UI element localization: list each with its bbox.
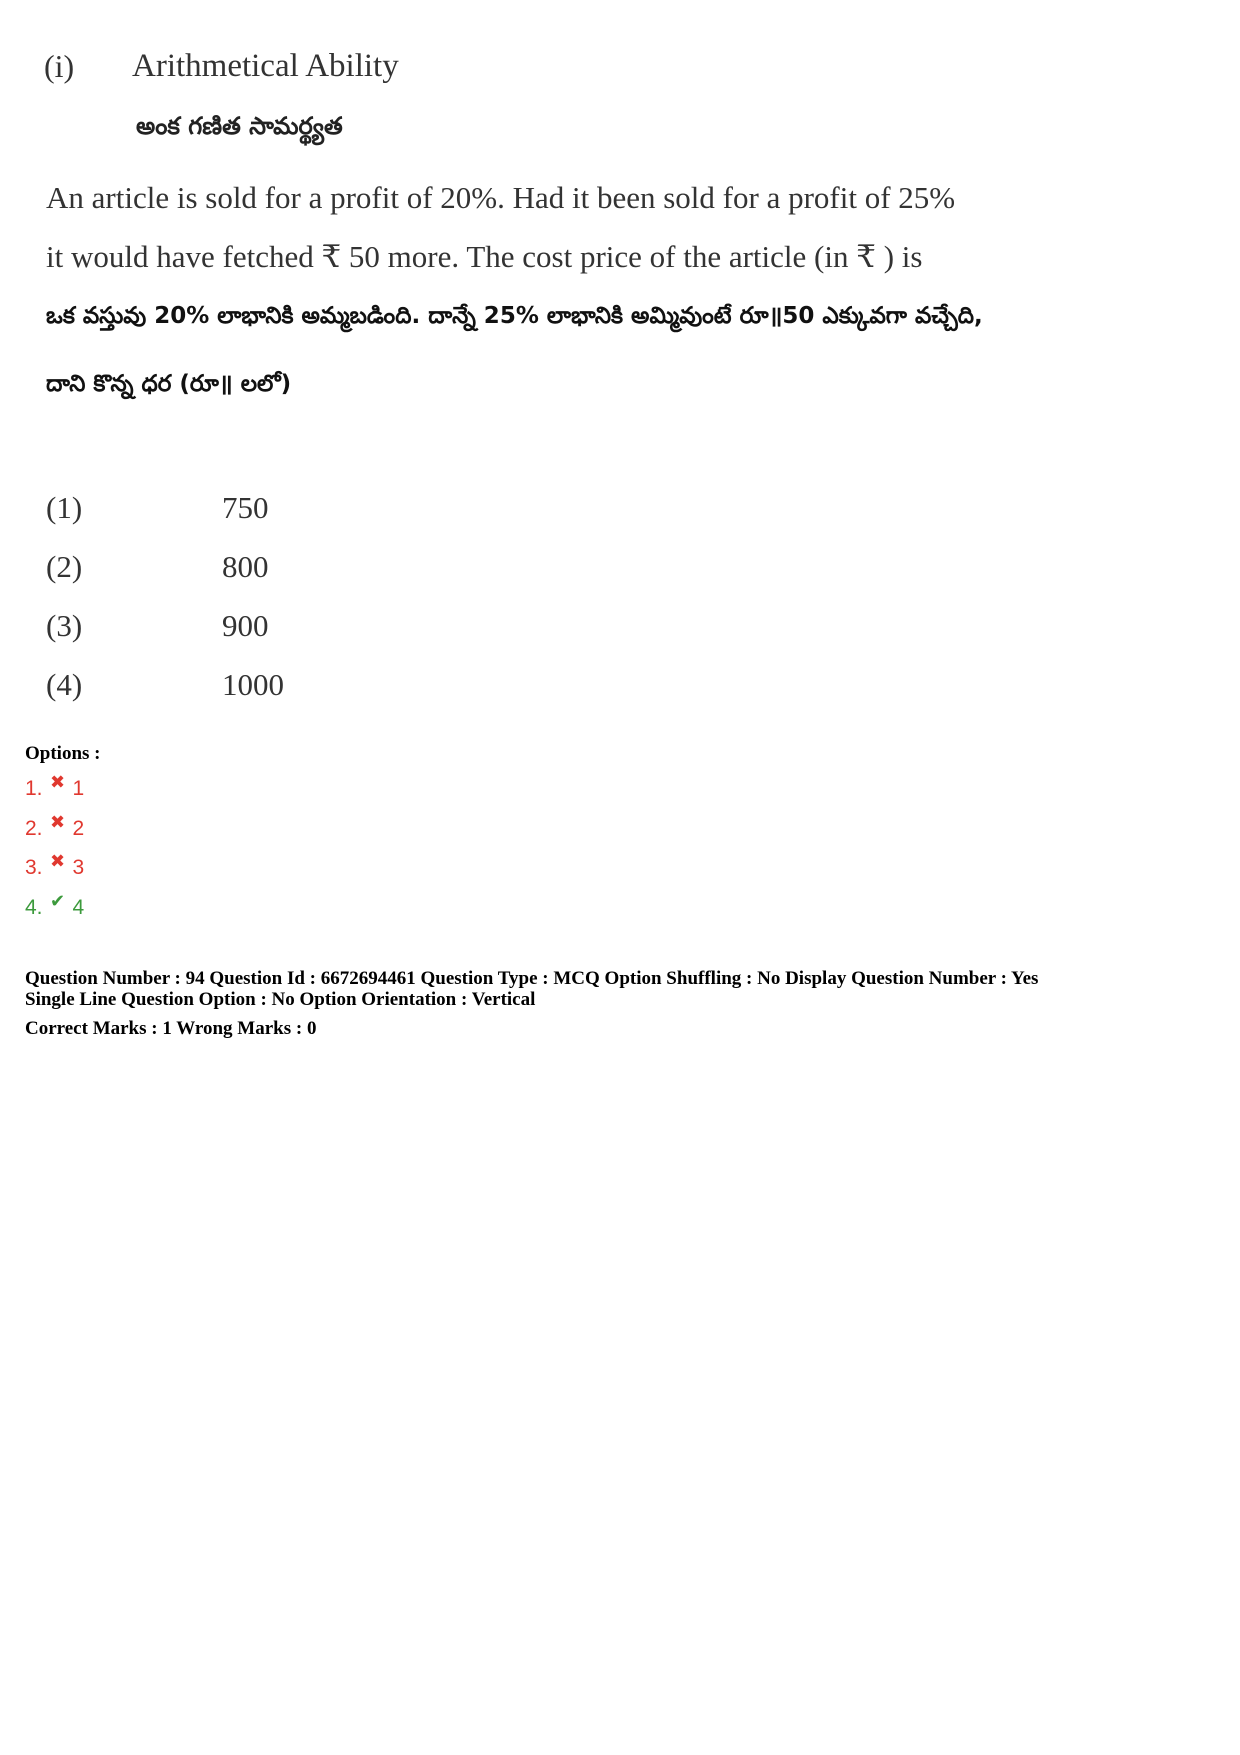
image-option-value: 800 [222,549,269,584]
options-heading: Options : [25,743,101,764]
answer-option-number: 3. [25,856,43,879]
cross-icon: ✖ [49,812,66,832]
image-option-2 [46,549,269,585]
answer-option-number: 2. [25,817,43,840]
answer-option-3 [25,851,85,880]
answer-option-label: 1 [72,777,85,800]
section-title: Arithmetical Ability [132,48,399,84]
cross-icon: ✖ [49,772,66,792]
answer-option-label: 3 [72,856,85,879]
answer-option-number: 1. [25,777,43,800]
section-number: (i) [44,48,75,84]
image-option-1 [46,490,269,526]
answer-option-label: 2 [72,817,85,840]
question-text-te-line-1: ఒక వస్తువు 20% లాభానికి అమ్మబడింది. దాన్నే 25% లాభానికి అమ్మివుంటే రూ॥50 ఎక్కువగా వచ్చేది, [46,303,983,329]
image-option-number: (3) [46,608,83,643]
question-image [0,0,1240,740]
image-option-number: (4) [46,667,83,702]
image-option-value: 750 [222,490,269,525]
cross-icon: ✖ [49,851,66,871]
image-option-value: 1000 [222,667,284,702]
answer-option-number: 4. [25,896,43,919]
image-option-3 [46,608,269,644]
image-option-value: 900 [222,608,269,643]
section-title-telugu: అంక గణిత సామర్థ్యత [136,112,343,140]
question-text-te-line-2: దాని కొన్న ధర (రూ॥ లలో) [46,371,292,397]
marks-info: Correct Marks : 1 Wrong Marks : 0 [25,1018,317,1039]
answer-option-1 [25,772,85,801]
question-text-en-line-1: An article is sold for a profit of 20%. Had it been sold for a profit of 25% [46,180,956,215]
answer-option-4 [25,891,85,920]
answer-option-label: 4 [72,896,85,919]
question-meta-line-1: Question Number : 94 Question Id : 6672694461 Question Type : MCQ Option Shuffling : No Display Question Number : Yes [25,968,1039,989]
answer-option-2 [25,812,85,841]
image-option-number: (2) [46,549,83,584]
check-icon: ✔ [49,891,66,911]
question-text-en-line-2: it would have fetched ₹ 50 more. The cost price of the article (in ₹ ) is [46,239,923,274]
image-option-number: (1) [46,490,83,525]
question-meta-line-2: Single Line Question Option : No Option Orientation : Vertical [25,989,536,1010]
image-option-4 [46,667,284,703]
